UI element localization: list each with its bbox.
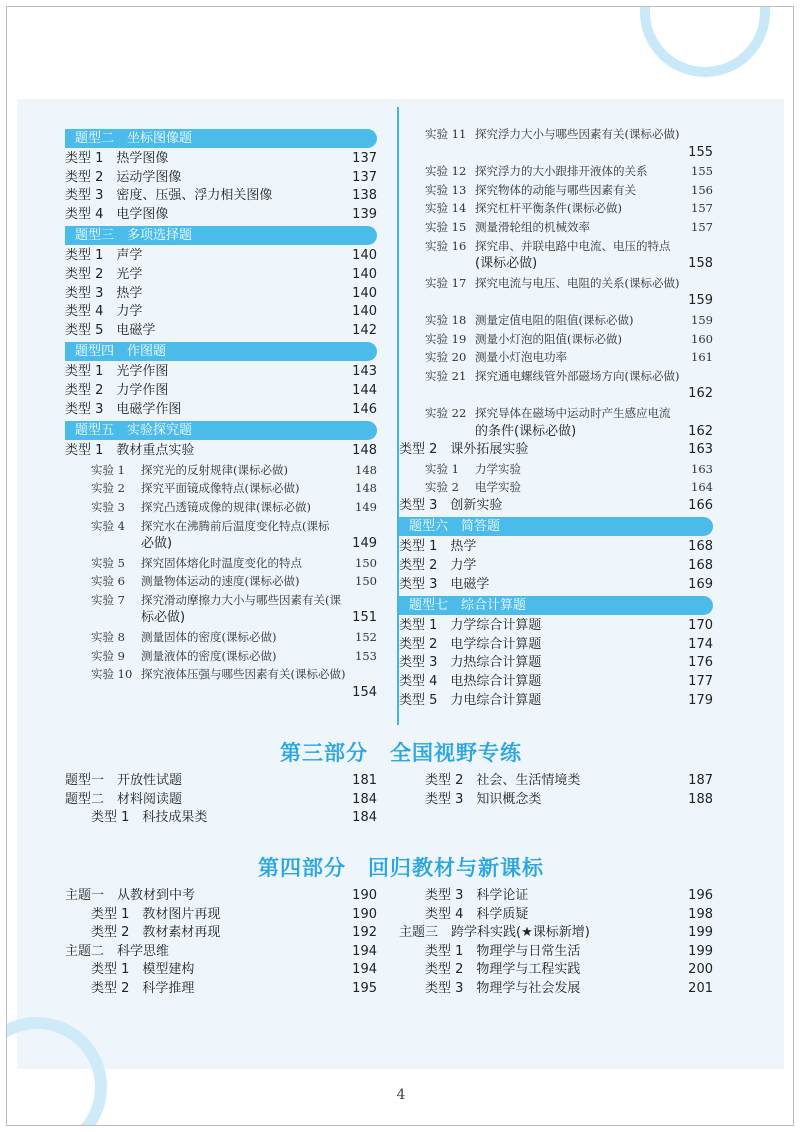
toc-entry[interactable]	[65, 887, 377, 906]
toc-entry-label: 类型 2 力学	[399, 558, 477, 574]
part3-left-column	[65, 772, 377, 828]
toc-entry[interactable]	[65, 572, 377, 591]
toc-entry[interactable]	[399, 274, 713, 293]
toc-entry[interactable]	[65, 609, 377, 628]
toc-entry[interactable]	[65, 628, 377, 647]
toc-entry[interactable]	[65, 665, 377, 684]
toc-entry-label: 实验 4	[91, 518, 125, 533]
toc-page-number: 190	[352, 906, 377, 922]
toc-entry[interactable]	[399, 692, 713, 711]
toc-page-number: 140	[352, 266, 377, 282]
toc-page-number: 192	[352, 925, 377, 941]
toc-entry-label: 类型 4 科学质疑	[425, 906, 529, 922]
toc-entry-label: 类型 3 物理学与社会发展	[425, 980, 581, 996]
toc-page-number: 150	[355, 574, 377, 589]
part3-right-column	[399, 772, 713, 809]
toc-page-number: 148	[355, 462, 377, 477]
toc-entry[interactable]	[399, 617, 713, 636]
toc-entry-label: 题型二 材料阅读题	[65, 791, 183, 807]
section-header-bar: 题型七 综合计算题	[399, 596, 713, 615]
toc-page-number: 176	[688, 655, 713, 671]
toc-entry[interactable]	[399, 980, 713, 999]
toc-entry[interactable]	[399, 924, 713, 943]
toc-entry[interactable]	[399, 887, 713, 906]
toc-entry-label: 实验 20	[425, 350, 467, 365]
toc-entry-text: 探究浮力大小与哪些因素有关(课标必做)	[475, 127, 680, 141]
toc-page-number: 148	[352, 443, 377, 459]
toc-entry[interactable]	[399, 348, 713, 367]
toc-entry[interactable]	[399, 557, 713, 576]
toc-entry-label: 实验 19	[425, 331, 467, 346]
toc-entry[interactable]	[399, 311, 713, 330]
toc-page-number: 174	[688, 636, 713, 652]
toc-entry-label: 实验 2	[425, 480, 459, 495]
toc-entry[interactable]	[65, 187, 377, 206]
toc-entry-text: 探究水在沸腾前后温度变化特点(课标	[141, 518, 330, 533]
toc-entry-text: 必做)	[141, 536, 173, 552]
toc-entry[interactable]	[65, 791, 377, 810]
toc-entry-label: 类型 3 力热综合计算题	[399, 655, 542, 671]
toc-page-number: 196	[688, 888, 713, 903]
toc-entry[interactable]	[65, 479, 377, 498]
toc-entry-label: 类型 2 科学推理	[91, 980, 195, 996]
toc-entry-label: 类型 1 声学	[65, 248, 143, 264]
toc-entry-label: 主题三 跨学科实践(★课标新增)	[399, 925, 590, 941]
toc-entry[interactable]	[399, 441, 713, 460]
toc-page-number: 155	[691, 164, 713, 179]
toc-entry-label: 类型 5 电磁学	[65, 322, 156, 338]
toc-entry[interactable]	[399, 199, 713, 218]
toc-page-number: 184	[352, 810, 377, 826]
toc-entry-text: 测量物体运动的速度(课标必做)	[141, 574, 300, 589]
toc-entry-label: 实验 14	[425, 201, 467, 216]
toc-entry[interactable]	[65, 247, 377, 266]
toc-entry[interactable]	[399, 423, 713, 442]
toc-page-number: 152	[355, 630, 377, 645]
toc-entry-text: 测量定值电阻的阻值(课标必做)	[475, 312, 634, 327]
toc-entry-label: 类型 3 创新实验	[399, 497, 503, 513]
toc-entry[interactable]	[65, 535, 377, 554]
toc-right-column	[399, 125, 713, 710]
toc-entry-label: 类型 2 光学	[65, 266, 143, 282]
toc-page-number: 146	[352, 401, 377, 417]
toc-entry-label: 类型 2 教材素材再现	[91, 925, 221, 941]
toc-page-number: 143	[352, 364, 377, 380]
toc-entry-label: 类型 3 电磁学作图	[65, 401, 182, 417]
toc-entry-label: 类型 2 电学综合计算题	[399, 636, 542, 652]
toc-entry[interactable]	[399, 330, 713, 349]
toc-entry-text: 探究通电螺线管外部磁场方向(课标必做)	[475, 368, 680, 383]
section-header-bar: 题型二 坐标图像题	[65, 129, 377, 148]
toc-entry[interactable]	[65, 591, 377, 610]
section-header-bar: 题型六 简答题	[399, 517, 713, 536]
toc-entry-label: 类型 3 热学	[65, 285, 143, 301]
toc-page-number: 198	[688, 906, 713, 922]
toc-entry[interactable]	[399, 218, 713, 237]
toc-page-number: 142	[352, 322, 377, 338]
toc-page-number: 177	[688, 674, 713, 690]
toc-entry[interactable]	[399, 404, 713, 423]
toc-entry[interactable]	[399, 576, 713, 595]
toc-page-number: 199	[688, 925, 713, 941]
part4-title: 第四部分 回归教材与新课标	[258, 856, 544, 880]
toc-page-number: 200	[688, 962, 713, 978]
toc-left-column	[65, 127, 377, 702]
toc-entry-label: 类型 3 知识概念类	[425, 791, 542, 807]
toc-page-number: 201	[688, 980, 713, 996]
toc-entry-label: 实验 1	[91, 462, 125, 477]
toc-entry-label: 类型 1 光学作图	[65, 364, 169, 380]
toc-page-number: 199	[688, 943, 713, 959]
toc-entry-label: 主题二 科学思维	[65, 943, 170, 959]
toc-entry-label: 主题一 从教材到中考	[65, 888, 196, 903]
toc-entry-label: 实验 21	[425, 368, 467, 383]
toc-entry-label: 实验 11	[425, 127, 467, 141]
toc-entry-text: 测量固体的密度(课标必做)	[141, 630, 277, 645]
toc-entry[interactable]	[65, 322, 377, 341]
toc-entry[interactable]	[65, 363, 377, 382]
toc-entry-label: 类型 1 模型建构	[91, 962, 195, 978]
toc-entry-label: 实验 3	[91, 499, 125, 514]
toc-entry-label: 类型 2 社会、生活情境类	[425, 773, 581, 788]
part3-title: 第三部分 全国视野专练	[280, 741, 522, 765]
toc-entry[interactable]	[65, 554, 377, 573]
toc-page-number: 168	[688, 539, 713, 555]
toc-page-number: 179	[688, 692, 713, 708]
toc-page-number: 137	[352, 151, 377, 166]
toc-entry[interactable]	[399, 673, 713, 692]
toc-entry-text: 的条件(课标必做)	[475, 423, 577, 439]
toc-entry-label: 实验 1	[425, 461, 459, 476]
toc-entry-label: 实验 6	[91, 574, 125, 589]
toc-entry-text: 探究平面镜成像特点(课标必做)	[141, 481, 300, 496]
toc-entry[interactable]	[399, 144, 713, 163]
toc-entry[interactable]	[399, 255, 713, 274]
toc-entry[interactable]	[399, 125, 713, 144]
toc-entry-label: 实验 18	[425, 312, 467, 327]
toc-page-number: 194	[352, 943, 377, 959]
toc-entry-label: 类型 3 密度、压强、浮力相关图像	[65, 188, 273, 204]
toc-entry[interactable]	[65, 924, 377, 943]
toc-entry-label: 类型 1 教材重点实验	[65, 443, 195, 459]
toc-entry[interactable]	[399, 385, 713, 404]
toc-entry-label: 类型 4 电热综合计算题	[399, 674, 542, 690]
toc-entry[interactable]	[399, 636, 713, 655]
toc-entry-label: 实验 5	[91, 555, 125, 570]
toc-page-number: 138	[352, 188, 377, 204]
toc-entry-label: 实验 9	[91, 648, 125, 663]
toc-entry-label: 类型 2 力学作图	[65, 382, 169, 398]
toc-entry-label: 类型 1 热学	[399, 539, 477, 555]
toc-page-number: 168	[688, 558, 713, 574]
toc-page-number: 158	[688, 256, 713, 272]
toc-entry[interactable]	[65, 772, 377, 791]
toc-entry-label: 类型 4 电学图像	[65, 206, 169, 222]
toc-page-number: 163	[691, 461, 713, 476]
toc-entry[interactable]	[65, 517, 377, 536]
toc-page-number: 155	[688, 144, 713, 160]
toc-page-number: 170	[688, 618, 713, 634]
toc-entry-label: 类型 3 电磁学	[399, 576, 490, 592]
toc-entry-label: 类型 2 运动学图像	[65, 169, 182, 185]
toc-page-number: 190	[352, 888, 377, 903]
toc-entry-text: 电学实验	[475, 480, 521, 495]
toc-entry[interactable]	[65, 401, 377, 420]
toc-page-number: 187	[688, 773, 713, 788]
toc-entry[interactable]	[399, 497, 713, 516]
toc-page-number: 149	[355, 499, 377, 514]
toc-page-number: 157	[691, 201, 713, 216]
toc-entry[interactable]	[399, 181, 713, 200]
toc-entry-text: 力学实验	[475, 461, 521, 476]
toc-page-number: 161	[691, 350, 713, 365]
toc-page-number: 148	[355, 481, 377, 496]
toc-page-number: 160	[691, 331, 713, 346]
toc-page-number: 184	[352, 791, 377, 807]
toc-page-number: 140	[352, 304, 377, 320]
toc-entry[interactable]	[399, 654, 713, 673]
page-frame	[6, 6, 794, 1126]
toc-entry[interactable]	[399, 460, 713, 479]
toc-entry[interactable]	[65, 498, 377, 517]
toc-entry-text: 测量小灯泡的阻值(课标必做)	[475, 331, 622, 346]
toc-entry[interactable]	[399, 772, 713, 791]
toc-entry[interactable]	[399, 292, 713, 311]
toc-page-number: 137	[352, 169, 377, 185]
toc-entry-text: 探究固体熔化时温度变化的特点	[141, 555, 302, 570]
toc-entry-text: 探究凸透镜成像的规律(课标必做)	[141, 499, 311, 514]
toc-entry-label: 类型 4 力学	[65, 304, 143, 320]
toc-entry[interactable]	[65, 684, 377, 703]
toc-entry[interactable]	[65, 382, 377, 401]
toc-entry-text: 探究液体压强与哪些因素有关(课标必做)	[141, 667, 346, 682]
toc-page-number: 159	[691, 312, 713, 327]
toc-entry-text: 测量液体的密度(课标必做)	[141, 648, 277, 663]
toc-page-number: 139	[352, 206, 377, 222]
toc-entry[interactable]	[65, 461, 377, 480]
toc-page-number: 154	[352, 684, 377, 700]
toc-entry[interactable]	[399, 478, 713, 497]
toc-entry[interactable]	[399, 162, 713, 181]
section-header-bar: 题型四 作图题	[65, 342, 377, 361]
toc-entry-text: 探究电流与电压、电阻的关系(课标必做)	[475, 275, 680, 290]
toc-entry[interactable]	[65, 961, 377, 980]
toc-entry-label: 实验 15	[425, 219, 467, 234]
toc-page-number: 159	[688, 293, 713, 309]
toc-entry[interactable]	[65, 943, 377, 962]
toc-page-number: 194	[352, 962, 377, 978]
toc-entry-text: 探究滑动摩擦力大小与哪些因素有关(课	[141, 592, 341, 607]
toc-entry-label: 类型 1 物理学与日常生活	[425, 943, 581, 959]
toc-entry[interactable]	[399, 237, 713, 256]
toc-entry[interactable]	[65, 809, 377, 828]
toc-entry[interactable]	[399, 367, 713, 386]
toc-entry[interactable]	[65, 442, 377, 461]
toc-entry[interactable]	[399, 791, 713, 810]
toc-page-number: 149	[352, 536, 377, 552]
toc-entry[interactable]	[65, 285, 377, 304]
toc-page-number: 156	[691, 182, 713, 197]
toc-page-number: 162	[688, 386, 713, 402]
toc-page-number: 140	[352, 285, 377, 301]
toc-page-number: 166	[688, 497, 713, 513]
toc-page-number: 162	[688, 423, 713, 439]
toc-entry-label: 类型 1 力学综合计算题	[399, 618, 542, 634]
toc-entry-text: 探究导体在磁场中运动时产生感应电流	[475, 405, 671, 420]
toc-entry-label: 类型 1 热学图像	[65, 151, 169, 166]
toc-entry-label: 实验 17	[425, 275, 467, 290]
toc-page-number: 157	[691, 219, 713, 234]
section-header-bar: 题型三 多项选择题	[65, 226, 377, 245]
toc-page-number: 164	[691, 480, 713, 495]
part4-right-column	[399, 887, 713, 999]
toc-entry-text: 探究杠杆平衡条件(课标必做)	[475, 201, 622, 216]
toc-entry-label: 题型一 开放性试题	[65, 773, 183, 788]
toc-page-number: 144	[352, 382, 377, 398]
toc-entry[interactable]	[65, 980, 377, 999]
toc-entry-label: 类型 2 物理学与工程实践	[425, 962, 581, 978]
toc-page-number: 163	[688, 442, 713, 458]
toc-page-number: 151	[352, 610, 377, 626]
toc-entry-label: 实验 10	[91, 667, 133, 682]
toc-entry-label: 实验 2	[91, 481, 125, 496]
toc-entry-text: (课标必做)	[475, 256, 538, 272]
toc-entry-text: 探究光的反射规律(课标必做)	[141, 462, 288, 477]
toc-entry[interactable]	[399, 943, 713, 962]
toc-entry-text: 测量滑轮组的机械效率	[475, 219, 590, 234]
toc-page-number: 150	[355, 555, 377, 570]
toc-entry[interactable]	[65, 150, 377, 169]
section-header-bar: 题型五 实验探究题	[65, 421, 377, 440]
toc-page-number: 169	[688, 576, 713, 592]
toc-page-number: 140	[352, 248, 377, 264]
toc-page-number: 195	[352, 980, 377, 996]
toc-entry-text: 探究串、并联电路中电流、电压的特点	[475, 238, 671, 253]
toc-entry-label: 实验 8	[91, 630, 125, 645]
toc-page-number: 188	[688, 791, 713, 807]
toc-entry-text: 测量小灯泡电功率	[475, 350, 567, 365]
toc-entry-label: 实验 7	[91, 592, 125, 607]
toc-entry[interactable]	[399, 538, 713, 557]
toc-entry[interactable]	[65, 303, 377, 322]
toc-entry-label: 类型 1 科技成果类	[91, 810, 208, 826]
toc-entry-label: 实验 13	[425, 182, 467, 197]
toc-entry[interactable]	[65, 906, 377, 925]
toc-entry-label: 类型 5 力电综合计算题	[399, 692, 542, 708]
toc-entry-label: 类型 3 科学论证	[425, 888, 529, 903]
toc-page-number: 153	[355, 648, 377, 663]
toc-entry[interactable]	[65, 266, 377, 285]
toc-entry[interactable]	[399, 906, 713, 925]
toc-entry-label: 实验 22	[425, 405, 467, 420]
toc-entry-text: 探究浮力的大小跟排开液体的关系	[475, 164, 648, 179]
toc-page-number: 181	[352, 773, 377, 788]
toc-entry-label: 实验 16	[425, 238, 467, 253]
toc-entry[interactable]	[399, 961, 713, 980]
part4-left-column	[65, 887, 377, 999]
toc-entry[interactable]	[65, 169, 377, 188]
toc-entry[interactable]	[65, 647, 377, 666]
toc-entry-label: 类型 2 课外拓展实验	[399, 442, 529, 458]
toc-entry-label: 类型 1 教材图片再现	[91, 906, 221, 922]
page-number: 4	[396, 1087, 406, 1103]
toc-entry[interactable]	[65, 206, 377, 225]
toc-entry-label: 实验 12	[425, 164, 467, 179]
toc-entry-text: 探究物体的动能与哪些因素有关	[475, 182, 636, 197]
toc-entry-text: 标必做)	[141, 610, 186, 626]
decorative-ring-top	[640, 6, 770, 77]
